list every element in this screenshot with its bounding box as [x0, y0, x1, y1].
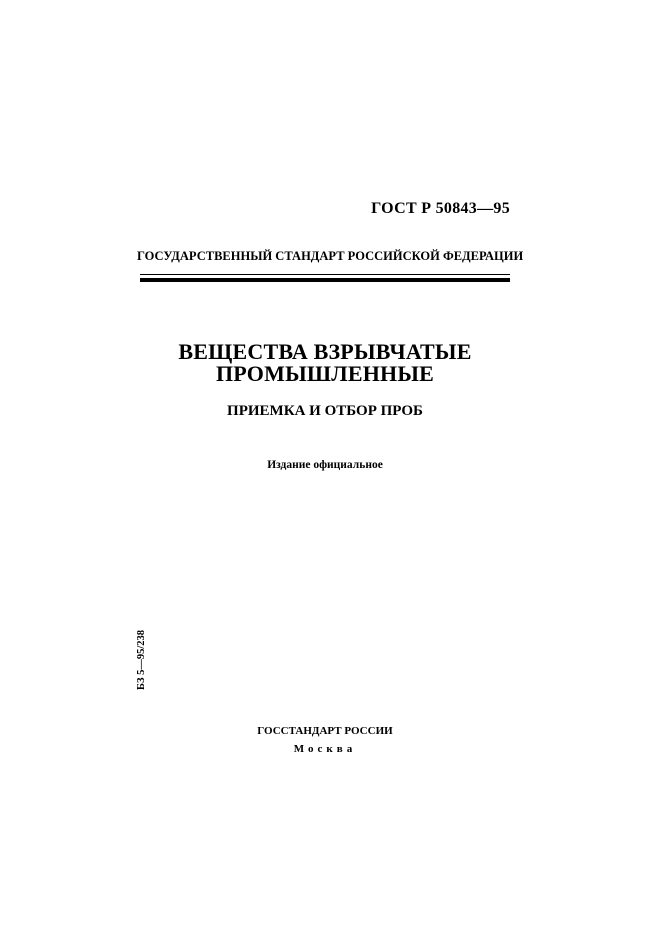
title-line-2: ПРОМЫШЛЕННЫЕ [215, 361, 435, 386]
standard-line: ГОСУДАРСТВЕННЫЙ СТАНДАРТ РОССИЙСКОЙ ФЕДЕРАЦИИ [137, 249, 524, 263]
edition-label: Издание официальное [267, 459, 383, 471]
header-rule-thin [140, 274, 510, 275]
side-code: БЗ 5—95/238 [136, 629, 147, 690]
gost-number: ГОСТ Р 50843—95 [371, 200, 510, 217]
header-rule-thick [140, 278, 510, 282]
document-subtitle: ПРИЕМКА И ОТБОР ПРОБ [227, 403, 423, 419]
publisher: ГОССТАНДАРТ РОССИИ [257, 725, 393, 737]
title-line-1: ВЕЩЕСТВА ВЗРЫВЧАТЫЕ [178, 339, 472, 364]
publisher-city: Москва [293, 743, 357, 755]
document-title [130, 341, 520, 385]
